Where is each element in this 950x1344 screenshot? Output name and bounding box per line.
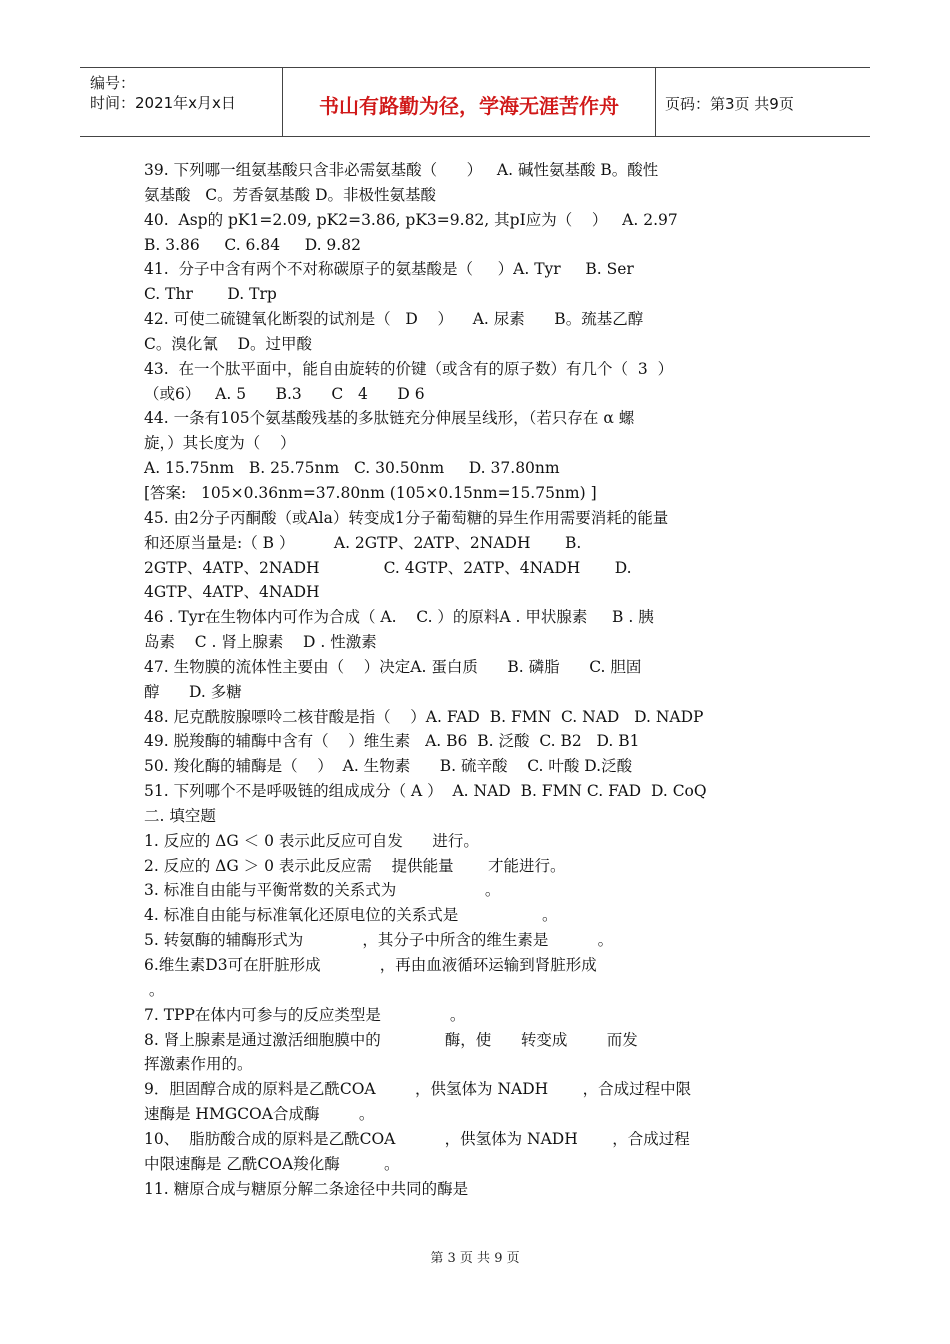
document-date-label: 时间：2021年x月x日 (90, 94, 236, 112)
page-footer: 第 3 页 共 9 页 (430, 1251, 520, 1266)
text-line: 45. 由2分子丙酮酸（或Ala）转变成1分子葡萄糖的异生作用需要消耗的能量 (144, 508, 669, 527)
text-line: 氨基酸 C。芳香氨基酸 D。非极性氨基酸 (144, 185, 436, 204)
header-page-cell (655, 68, 870, 136)
text-line: 7. TPP在体内可参与的反应类型是 。 (144, 1005, 466, 1024)
text-line: 51. 下列哪个不是呼吸链的组成成分（ A ） A. NAD B. FMN C. FAD D. CoQ (144, 782, 707, 801)
text-line: 醇 D. 多糖 (144, 682, 242, 701)
text-line: 二. 填空题 (144, 806, 216, 825)
text-line: 3. 标准自由能与平衡常数的关系式为 。 (144, 881, 501, 900)
header-page-number: 页码：第3页 共9页 (665, 95, 794, 113)
document-number-label: 编号： (90, 74, 136, 92)
text-line: 50. 羧化酶的辅酶是（ ） A. 生物素 B. 硫辛酸 C. 叶酸 D.泛酸 (144, 757, 633, 776)
text-line: C。溴化氰 D。过甲酸 (144, 334, 312, 353)
text-line: 10、 脂肪酸合成的原料是乙酰COA ，供氢体为 NADH ，合成过程 (144, 1129, 690, 1148)
text-line: 49. 脱羧酶的辅酶中含有（ ）维生素 A. B6 B. 泛酸 C. B2 D. B1 (144, 732, 640, 751)
text-line: 和还原当量是:（ B ） A. 2GTP、2ATP、2NADH B. (144, 533, 582, 552)
text-line: 挥激素作用的。 (144, 1055, 253, 1074)
text-line: 41. 分子中含有两个不对称碳原子的氨基酸是（ ）A. Tyr B. Ser (144, 260, 634, 279)
text-line: 8. 肾上腺素是通过激活细胞膜中的 酶，使 转变成 而发 (144, 1030, 638, 1049)
text-line: 44. 一条有105个氨基酸残基的多肽链充分伸展呈线形，（若只存在 α 螺 (144, 409, 635, 428)
text-line: 42. 可使二硫键氧化断裂的试剂是（ D ） A. 尿素 B。巯基乙醇 (144, 310, 644, 329)
text-line: B. 3.86 C. 6.84 D. 9.82 (144, 235, 361, 254)
text-line: A. 15.75nm B. 25.75nm C. 30.50nm D. 37.80nm (144, 459, 560, 478)
text-line: C. Thr D. Trp (144, 285, 277, 304)
text-line: （或6） A. 5 B.3 C 4 D 6 (144, 384, 425, 403)
text-line: 1. 反应的 ΔG ＜ 0 表示此反应可自发 进行。 (144, 831, 479, 850)
text-line: 11. 糖原合成与糖原分解二条途径中共同的酶是 (144, 1179, 469, 1198)
text-line: 9．胆固醇合成的原料是乙酰COA ，供氢体为 NADH ，合成过程中限 (144, 1080, 692, 1099)
text-line: 中限速酶是 乙酰COA羧化酶 。 (144, 1154, 400, 1173)
text-line: 4GTP、4ATP、4NADH (144, 583, 320, 602)
text-line: 。 (144, 980, 165, 999)
header-motto: 书山有路勤为径，学海无涯苦作舟 (319, 94, 619, 118)
text-line: 46 . Tyr在生物体内可作为合成（ A. C. ）的原料A . 甲状腺素 B . 胰 (144, 608, 654, 627)
text-line: 6.维生素D3可在肝脏形成 ，再由血液循环运输到肾脏形成 (144, 956, 597, 974)
text-line: 2GTP、4ATP、2NADH C. 4GTP、2ATP、4NADH D. (144, 558, 632, 577)
document-body (144, 158, 808, 1201)
text-line: [答案: 105×0.36nm=37.80nm (105×0.15nm=15.75nm) ] (144, 483, 597, 502)
text-line: 40. Asp的 pK1=2.09, pK2=3.86, pK3=9.82, 其pI应为（ ） A. 2.97 (144, 210, 678, 229)
page-header (80, 67, 870, 137)
header-motto-cell (282, 68, 656, 136)
header-meta-cell (80, 68, 282, 136)
text-line: 2. 反应的 ΔG ＞ 0 表示此反应需 提供能量 才能进行。 (144, 856, 566, 875)
text-line: 47. 生物膜的流体性主要由（ ）决定A. 蛋白质 B. 磷脂 C. 胆固 (144, 657, 642, 676)
text-line: 4. 标准自由能与标准氧化还原电位的关系式是 。 (144, 906, 558, 925)
text-line: 43. 在一个肽平面中，能自由旋转的价键（或含有的原子数）有几个（ 3 ） (144, 359, 674, 378)
text-line: 速酶是 HMGCOA合成酶 。 (144, 1105, 375, 1124)
text-line: 5. 转氨酶的辅酶形式为 ，其分子中所含的维生素是 。 (144, 931, 614, 950)
text-line: 48. 尼克酰胺腺嘌呤二核苷酸是指（ ）A. FAD B. FMN C. NAD D. NADP (144, 707, 704, 726)
text-line: 39. 下列哪一组氨基酸只含非必需氨基酸（ ） A. 碱性氨基酸 B。酸性 (144, 161, 659, 179)
text-line: 岛素 C . 肾上腺素 D . 性激素 (144, 633, 377, 652)
text-line: 旋，）其长度为（ ） (144, 434, 296, 453)
